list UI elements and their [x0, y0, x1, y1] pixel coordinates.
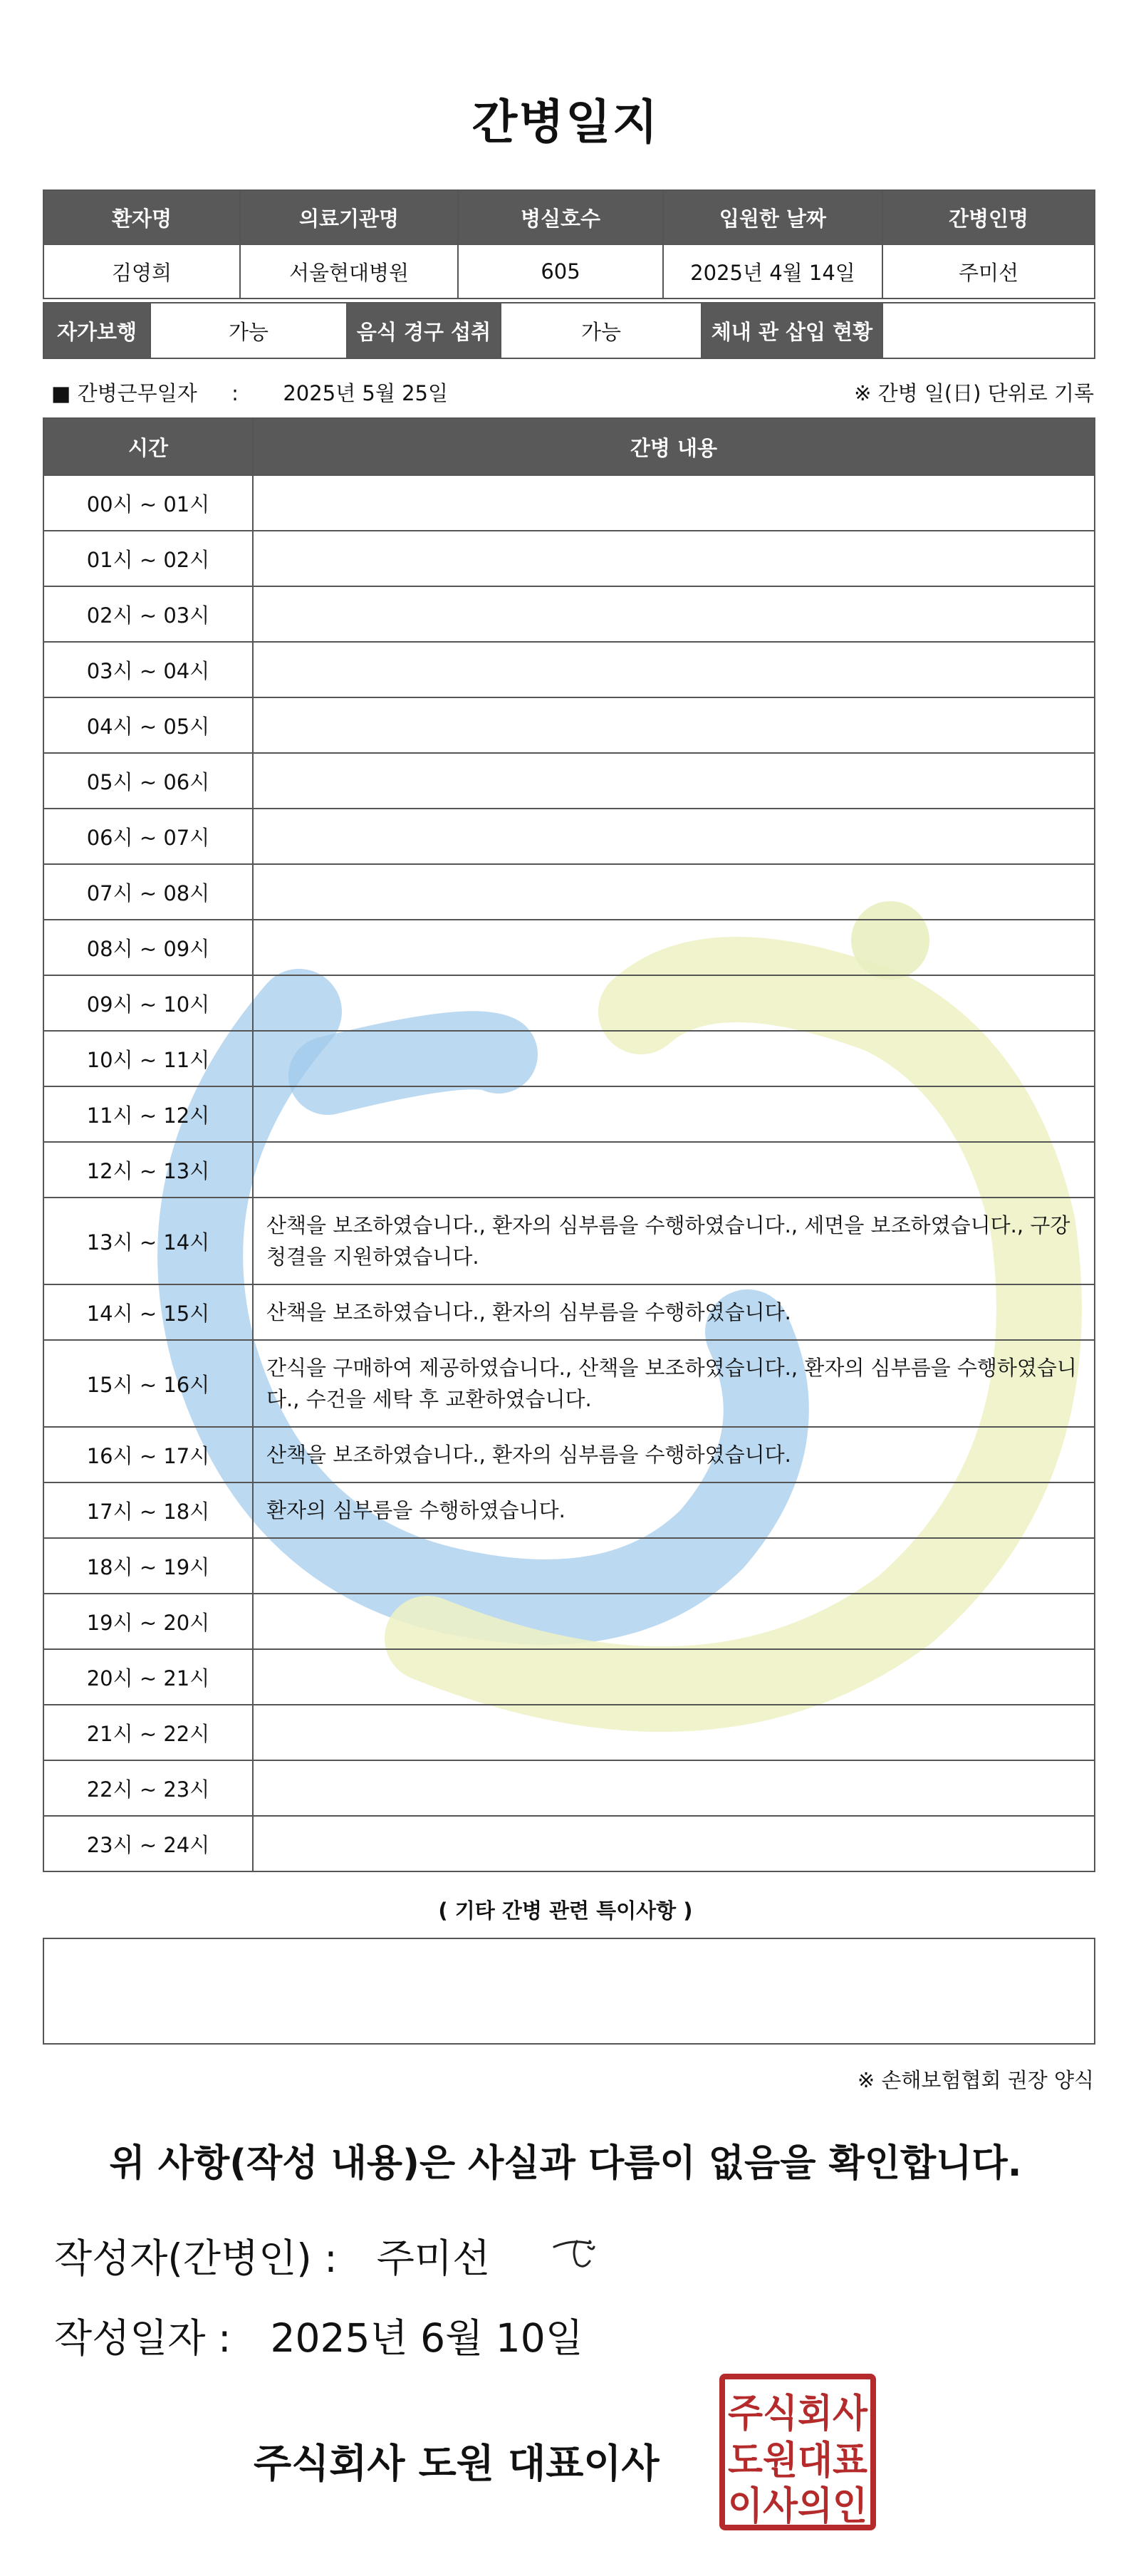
special-notes-box — [43, 1938, 1095, 2045]
log-time-cell: 12시 ~ 13시 — [43, 1142, 253, 1198]
company-representative: 주식회사 도원 대표이사 — [254, 2441, 660, 2486]
table-row — [43, 975, 1095, 1031]
log-content-cell — [253, 1760, 1095, 1816]
log-content-cell: 환자의 심부름을 수행하였습니다. — [253, 1482, 1095, 1538]
log-content-cell — [253, 1705, 1095, 1760]
log-time-cell: 07시 ~ 08시 — [43, 864, 253, 920]
log-time-cell: 17시 ~ 18시 — [43, 1482, 253, 1538]
page-title: 간병일지 — [471, 95, 660, 150]
table-row — [43, 920, 1095, 975]
patient-name-value: 김영희 — [43, 244, 240, 298]
table-row — [43, 1594, 1095, 1649]
log-content-cell — [253, 975, 1095, 1031]
log-content-cell — [253, 1142, 1095, 1198]
log-content-cell — [253, 864, 1095, 920]
care-log-table — [43, 417, 1095, 1872]
log-time-cell: 16시 ~ 17시 — [43, 1427, 253, 1482]
table-row — [43, 697, 1095, 753]
log-content-cell — [253, 475, 1095, 531]
log-time-cell: 18시 ~ 19시 — [43, 1538, 253, 1594]
table-row — [43, 1705, 1095, 1760]
self-walk-label: 자가보행 — [43, 303, 150, 358]
work-date-separator: : — [231, 381, 239, 405]
work-date-row — [51, 378, 1094, 406]
oral-intake-value: 가능 — [501, 303, 702, 358]
signature-mark — [548, 2231, 620, 2274]
log-time-cell: 02시 ~ 03시 — [43, 586, 253, 642]
table-row — [43, 809, 1095, 864]
log-time-cell: 14시 ~ 15시 — [43, 1284, 253, 1340]
log-content-cell — [253, 1538, 1095, 1594]
table-row — [43, 1427, 1095, 1482]
table-row — [43, 586, 1095, 642]
log-content-cell — [253, 753, 1095, 809]
log-time-cell: 10시 ~ 11시 — [43, 1031, 253, 1086]
table-row — [43, 1142, 1095, 1198]
log-content-cell — [253, 1086, 1095, 1142]
log-time-cell: 08시 ~ 09시 — [43, 920, 253, 975]
date-value: 2025년 6월 10일 — [270, 2315, 583, 2361]
log-content-cell: 산책을 보조하였습니다., 환자의 심부름을 수행하였습니다. — [253, 1284, 1095, 1340]
log-time-cell: 01시 ~ 02시 — [43, 531, 253, 586]
table-row — [43, 642, 1095, 697]
tube-insertion-value — [882, 303, 1095, 358]
log-content-cell — [253, 1816, 1095, 1871]
date-label: 작성일자 : — [54, 2315, 231, 2361]
log-time-cell: 09시 ~ 10시 — [43, 975, 253, 1031]
writer-name: 주미선 — [376, 2235, 491, 2281]
oral-intake-label: 음식 경구 섭취 — [347, 303, 501, 358]
tube-insertion-label: 체내 관 삽입 현황 — [702, 303, 882, 358]
log-time-cell: 21시 ~ 22시 — [43, 1705, 253, 1760]
form-source-note: ※ 손해보험협회 권장 양식 — [857, 2068, 1094, 2092]
patient-info-table — [43, 189, 1095, 299]
table-row — [43, 864, 1095, 920]
self-walk-value: 가능 — [150, 303, 347, 358]
confirmation-statement: 위 사항(작성 내용)은 사실과 다름이 없음을 확인합니다. — [109, 2142, 1022, 2185]
log-time-cell: 13시 ~ 14시 — [43, 1198, 253, 1284]
date-line — [54, 2307, 583, 2363]
svg-text:도원대표: 도원대표 — [728, 2438, 867, 2483]
table-row — [43, 753, 1095, 809]
log-time-cell: 03시 ~ 04시 — [43, 642, 253, 697]
log-header-time: 시간 — [43, 418, 253, 475]
log-time-cell: 15시 ~ 16시 — [43, 1340, 253, 1427]
room-number-value: 605 — [458, 244, 663, 298]
table-row — [43, 1760, 1095, 1816]
header-hospital-name: 의료기관명 — [240, 190, 458, 244]
special-notes-title: ( 기타 간병 관련 특이사항 ) — [438, 1899, 693, 1923]
log-content-cell: 간식을 구매하여 제공하였습니다., 산책을 보조하였습니다., 환자의 심부름을 수행하였습니다., 수건을 세탁 후 교환하였습니다. — [253, 1340, 1095, 1427]
log-header-content: 간병 내용 — [253, 418, 1095, 475]
log-time-cell: 04시 ~ 05시 — [43, 697, 253, 753]
table-row — [43, 1198, 1095, 1284]
svg-text:주식회사: 주식회사 — [728, 2391, 868, 2436]
log-time-cell: 20시 ~ 21시 — [43, 1649, 253, 1705]
work-date-value: 2025년 5월 25일 — [283, 381, 448, 405]
header-patient-name: 환자명 — [43, 190, 240, 244]
table-row — [43, 1649, 1095, 1705]
log-content-cell: 산책을 보조하였습니다., 환자의 심부름을 수행하였습니다., 세면을 보조하였습니다., 구강청결을 지원하였습니다. — [253, 1198, 1095, 1284]
header-caregiver-name: 간병인명 — [882, 190, 1095, 244]
company-seal — [718, 2372, 877, 2532]
writer-label: 작성자(간병인) : — [54, 2235, 338, 2281]
log-time-cell: 00시 ~ 01시 — [43, 475, 253, 531]
table-row — [43, 1340, 1095, 1427]
table-row — [43, 531, 1095, 586]
svg-text:이사의인: 이사의인 — [728, 2483, 867, 2528]
header-room-number: 병실호수 — [458, 190, 663, 244]
admission-date-value: 2025년 4월 14일 — [663, 244, 882, 298]
caregiver-name-value: 주미선 — [882, 244, 1095, 298]
log-content-cell — [253, 1031, 1095, 1086]
log-time-cell: 06시 ~ 07시 — [43, 809, 253, 864]
log-content-cell — [253, 1594, 1095, 1649]
log-content-cell — [253, 1649, 1095, 1705]
header-admission-date: 입원한 날짜 — [663, 190, 882, 244]
log-time-cell: 05시 ~ 06시 — [43, 753, 253, 809]
writer-line — [54, 2227, 490, 2283]
log-content-cell — [253, 809, 1095, 864]
daily-record-note: ※ 간병 일(日) 단위로 기록 — [854, 381, 1094, 405]
table-row — [43, 1482, 1095, 1538]
log-time-cell: 23시 ~ 24시 — [43, 1816, 253, 1871]
log-time-cell: 19시 ~ 20시 — [43, 1594, 253, 1649]
hospital-name-value: 서울현대병원 — [240, 244, 458, 298]
log-content-cell — [253, 697, 1095, 753]
table-row — [43, 1816, 1095, 1871]
table-row — [43, 1086, 1095, 1142]
log-content-cell — [253, 531, 1095, 586]
work-date-label: ■ 간병근무일자 — [51, 381, 197, 405]
table-row — [43, 1031, 1095, 1086]
log-time-cell: 11시 ~ 12시 — [43, 1086, 253, 1142]
log-time-cell: 22시 ~ 23시 — [43, 1760, 253, 1816]
table-row — [43, 475, 1095, 531]
log-content-cell — [253, 642, 1095, 697]
patient-status-table — [43, 302, 1095, 359]
log-content-cell — [253, 586, 1095, 642]
table-row — [43, 1284, 1095, 1340]
table-row — [43, 1538, 1095, 1594]
log-content-cell — [253, 920, 1095, 975]
log-content-cell: 산책을 보조하였습니다., 환자의 심부름을 수행하였습니다. — [253, 1427, 1095, 1482]
